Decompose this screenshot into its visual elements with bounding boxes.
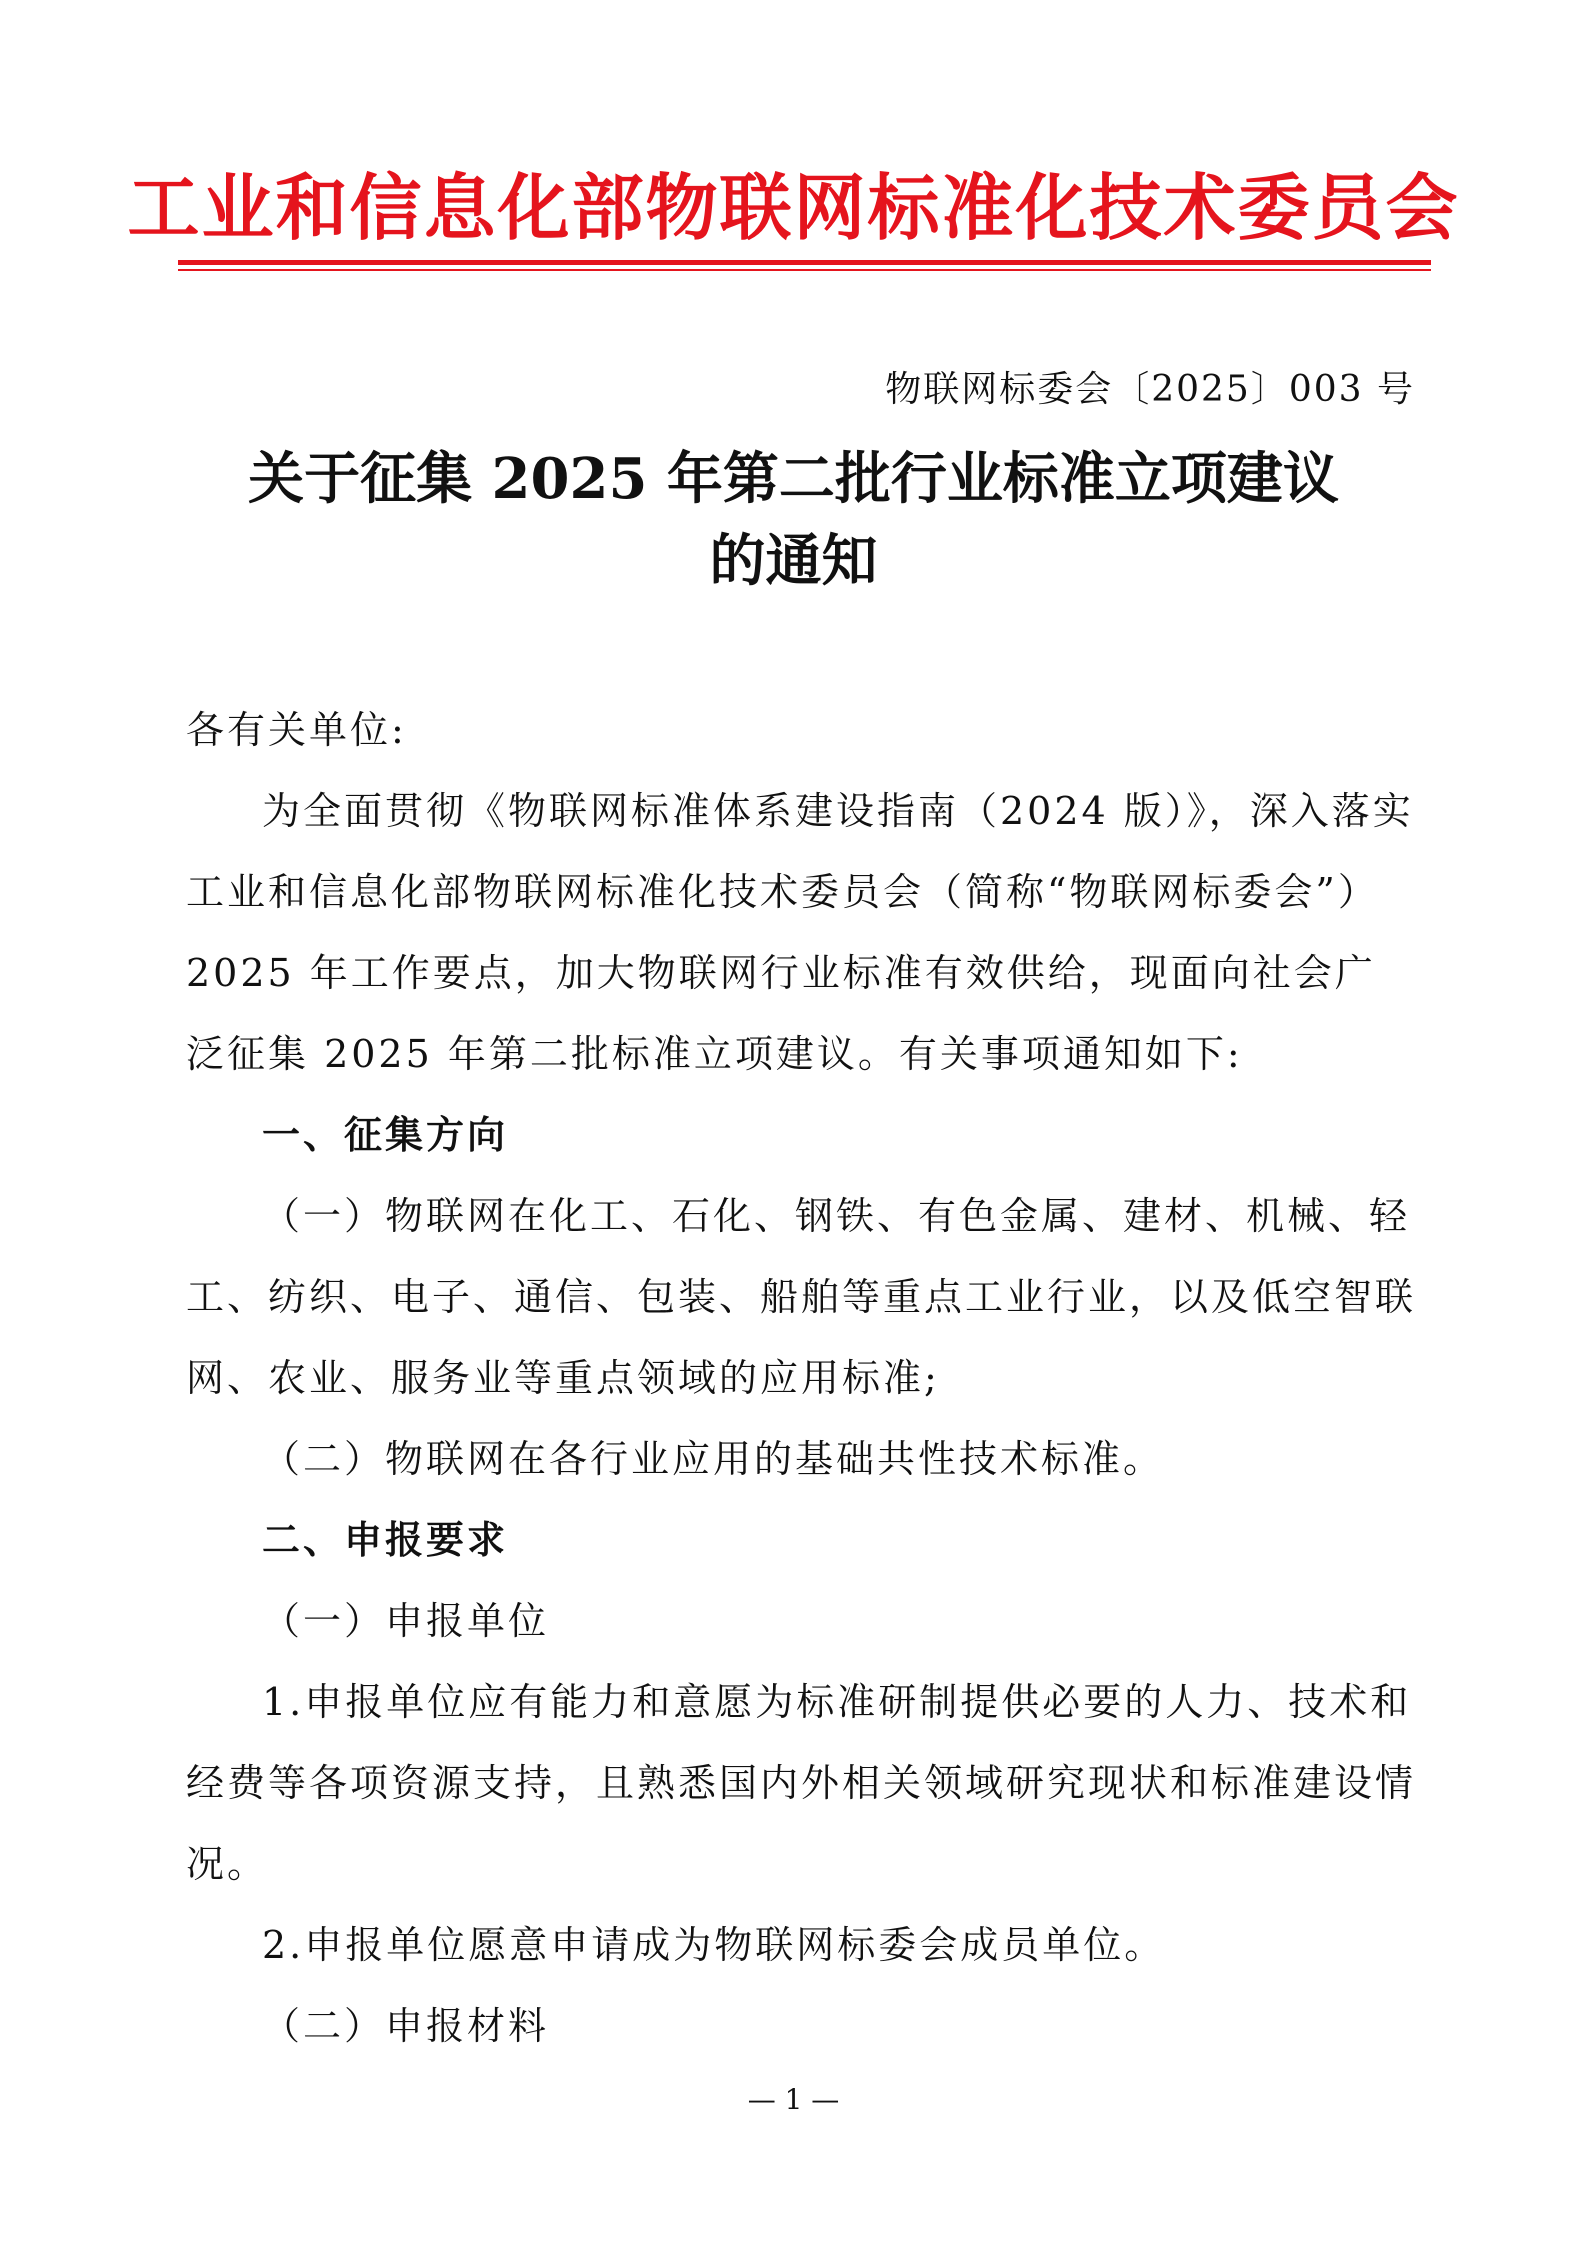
intro-paragraph: 为全面贯彻《物联网标准体系建设指南（2024 版）》，深入落实工业和信息化部物联网标准化技术委员会（简称“物联网标委会”）2025 年工作要点，加大物联网行业标准有效供给，现面向社会广泛征集 2025 年第二批标准立项建议。有关事项通知如下: <box>186 789 1414 1076</box>
header-red-rule-thin <box>178 269 1431 271</box>
section-1-item-1: （一）物联网在化工、石化、钢铁、有色金属、建材、机械、轻工、纺织、电子、通信、包装、船舶等重点工业行业，以及低空智联网、农业、服务业等重点领域的应用标准; <box>186 1194 1417 1400</box>
document-title-line-2: 的通知 <box>709 528 878 594</box>
document-title <box>0 438 1587 602</box>
issuer-header-title: 工业和信息化部物联网标准化技术委员会 <box>127 166 1460 250</box>
section-1-heading: 一、征集方向 <box>262 1113 509 1157</box>
header-red-rule-thick <box>178 260 1431 265</box>
section-1-item-2: （二）物联网在各行业应用的基础共性技术标准。 <box>262 1437 1165 1481</box>
section-2-sub-1-item-2: 2.申报单位愿意申请成为物联网标委会成员单位。 <box>262 1923 1166 1967</box>
section-2-heading: 二、申报要求 <box>262 1518 509 1562</box>
section-2-sub-1-item-1: 1.申报单位应有能力和意愿为标准研制提供必要的人力、技术和经费等各项资源支持，且熟悉国内外相关领域研究现状和标准建设情况。 <box>186 1680 1417 1886</box>
document-title-line-1: 关于征集 2025 年第二批行业标准立项建议 <box>248 446 1339 512</box>
section-2-sub-2-heading: （二）申报材料 <box>262 2004 550 2048</box>
salutation: 各有关单位: <box>186 708 407 752</box>
document-number: 物联网标委会〔2025〕003 号 <box>885 369 1415 410</box>
page-number: — 1 — <box>747 2083 840 2116</box>
section-2-sub-1-heading: （一）申报单位 <box>262 1599 550 1643</box>
document-body <box>186 690 1416 2067</box>
